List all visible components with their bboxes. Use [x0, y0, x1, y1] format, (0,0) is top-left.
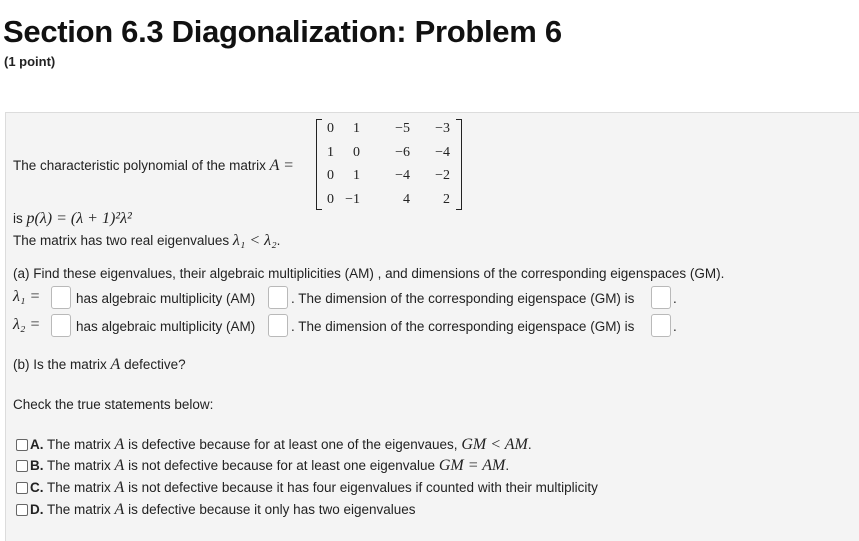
am-text: has algebraic multiplicity (AM) [76, 291, 256, 306]
matrix-cell: 2 [443, 192, 450, 207]
option-b-label[interactable]: B. The matrix A is not defective because for at least one eigenvalue GM = AM. [30, 457, 510, 474]
lambda2-am-input[interactable] [268, 314, 288, 337]
eigen-statement: The matrix has two real eigenvalues λ₁ < λ₂. [13, 232, 281, 249]
eigen-relation: λ₁ < λ₂ [232, 232, 277, 249]
points-label: (1 point) [4, 54, 56, 69]
row-end: . [673, 291, 677, 306]
matrix-cell: 1 [327, 145, 334, 160]
option-c-checkbox[interactable] [16, 482, 28, 494]
lambda1-gm-input[interactable] [651, 286, 671, 309]
gm-text: . The dimension of the corresponding eigenspace (GM) is [291, 319, 635, 334]
matrix-cell: −6 [395, 145, 410, 160]
matrix-cell: −4 [435, 145, 450, 160]
option-d-label[interactable]: D. The matrix A is defective because it only has two eigenvalues [30, 501, 416, 518]
option-a-checkbox[interactable] [16, 439, 28, 451]
option-a-label[interactable]: A. The matrix A is defective because for at least one of the eigenvaues, GM < AM. [30, 436, 532, 453]
option-d-checkbox[interactable] [16, 504, 28, 516]
matrix-cell: −5 [395, 121, 410, 136]
matrix-a [316, 117, 462, 212]
matrix-cell: 0 [327, 168, 334, 183]
polynomial-line: is p(λ) = (λ + 1)²λ² [13, 210, 132, 227]
gm-text: . The dimension of the corresponding eigenspace (GM) is [291, 291, 635, 306]
option-c-label[interactable]: C. The matrix A is not defective because it has four eigenvalues if counted with their multiplicity [30, 479, 598, 496]
polynomial: p(λ) = (λ + 1)²λ² [26, 210, 132, 227]
matrix-cell: 1 [353, 121, 360, 136]
check-prompt: Check the true statements below: [13, 397, 214, 412]
matrix-variable: A = [269, 157, 294, 174]
matrix-cell: 0 [327, 121, 334, 136]
lambda1-label: λ₁ = [13, 288, 41, 305]
intro-text: The characteristic polynomial of the matrix A = [13, 157, 294, 174]
lambda2-label: λ₂ = [13, 316, 41, 333]
matrix-cell: 0 [327, 192, 334, 207]
part-b-text: (b) Is the matrix A defective? [13, 356, 186, 373]
matrix-cell: 0 [353, 145, 360, 160]
lambda1-am-input[interactable] [268, 286, 288, 309]
part-a-text: (a) Find these eigenvalues, their algebraic multiplicities (AM) , and dimensions of the corresponding eigenspaces (GM). [13, 266, 725, 281]
matrix-cell: −4 [395, 168, 410, 183]
row-end: . [673, 319, 677, 334]
lambda2-gm-input[interactable] [651, 314, 671, 337]
option-b-checkbox[interactable] [16, 460, 28, 472]
matrix-cell: −3 [435, 121, 450, 136]
matrix-cell: −2 [435, 168, 450, 183]
am-text: has algebraic multiplicity (AM) [76, 319, 256, 334]
matrix-cell: −1 [345, 192, 360, 207]
page-title: Section 6.3 Diagonalization: Problem 6 [3, 14, 562, 49]
matrix-cell: 4 [403, 192, 410, 207]
right-bracket [456, 119, 462, 210]
matrix-cell: 1 [353, 168, 360, 183]
lambda2-input[interactable] [51, 314, 71, 337]
lambda1-input[interactable] [51, 286, 71, 309]
